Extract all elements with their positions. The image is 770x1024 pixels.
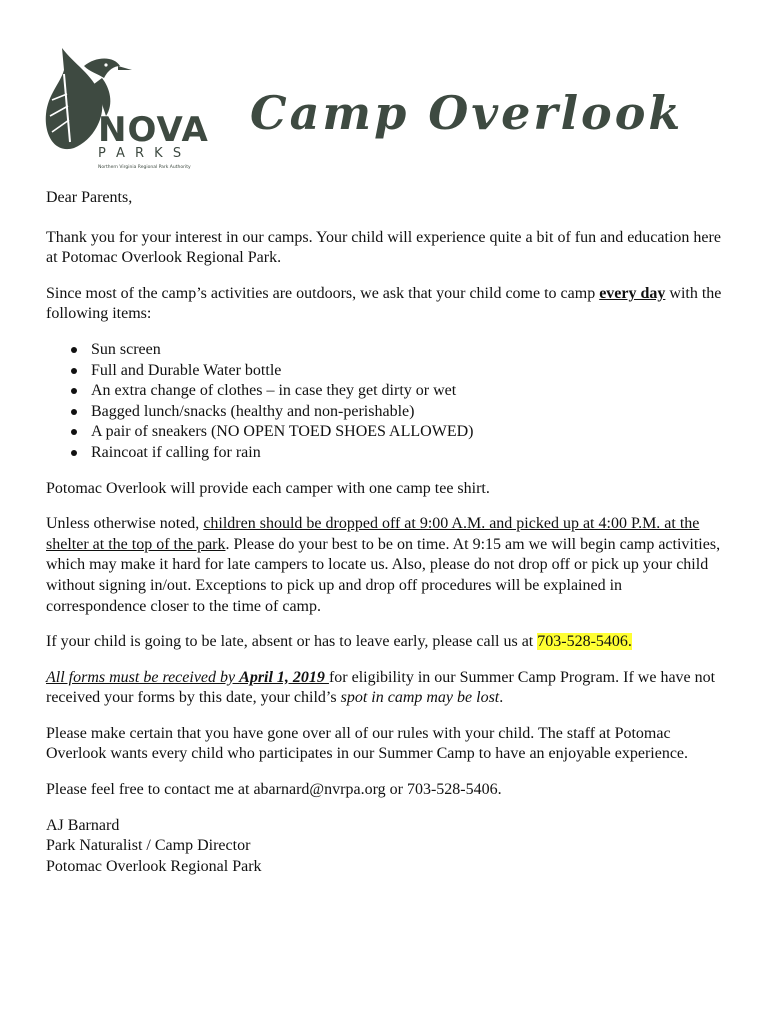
letter-body	[46, 188, 726, 877]
dropoff-times: children should be dropped off at 9:00 A.M. and picked up at 4:00 P.M. at the shelter at the top of the park	[46, 515, 700, 553]
list-item: A pair of sneakers (NO OPEN TOED SHOES ALLOWED)	[91, 422, 726, 443]
paragraph-late: If your child is going to be late, absent or has to leave early, please call us at 703-528-5406.	[46, 633, 632, 651]
logo-wordmark: NOVA	[98, 110, 209, 150]
paragraph-intro: Thank you for your interest in our camps. Your child will experience quite a bit of fun and education here at Potomac Overlook Regional Park.	[46, 228, 721, 267]
signature-org: Potomac Overlook Regional Park	[46, 857, 262, 875]
logo-subword: P A R K S	[98, 146, 185, 161]
letter-header	[44, 44, 734, 174]
items-list	[46, 340, 726, 464]
paragraph-dropoff: Unless otherwise noted, children should be dropped off at 9:00 A.M. and picked up at 4:00 P.M. at the shelter at the top of the park. Please do your best to be on time. At 9:15 am we will begin camp activities, which may make it hard for late campers to locate us. Also, please do not drop off or pick up your child without signing in/out. Exceptions to pick up and drop off procedures will be explained in correspondence closer to the time of camp.	[46, 515, 721, 615]
deadline-date: April 1, 2019	[239, 668, 329, 686]
list-item: Sun screen	[91, 340, 726, 361]
paragraph-tee-shirt: Potomac Overlook will provide each camper with one camp tee shirt.	[46, 479, 490, 497]
paragraph-items-intro: Since most of the camp’s activities are outdoors, we ask that your child come to camp every day with the following items:	[46, 284, 722, 323]
list-item: An extra change of clothes – in case they get dirty or wet	[91, 381, 726, 402]
list-item: Full and Durable Water bottle	[91, 361, 726, 382]
paragraph-forms-deadline: All forms must be received by April 1, 2019 for eligibility in our Summer Camp Program. If we have not received your forms by this date, your child’s spot in camp may be lost.	[46, 668, 716, 707]
logo-tagline: Northern Virginia Regional Park Authority	[98, 165, 191, 170]
emphasis-every-day: every day	[599, 284, 666, 302]
paragraph-rules: Please make certain that you have gone over all of our rules with your child. The staff at Potomac Overlook wants every child who participates in our Summer Camp to have an enjoyable experience.	[46, 724, 689, 763]
signature-name: AJ Barnard	[46, 816, 120, 834]
page-title: Camp Overlook	[250, 86, 684, 140]
list-item: Raincoat if calling for rain	[91, 443, 726, 464]
signature-title: Park Naturalist / Camp Director	[46, 837, 251, 855]
greeting: Dear Parents,	[46, 189, 133, 206]
phone-highlight: 703-528-5406.	[537, 633, 632, 651]
signature-block	[46, 816, 726, 878]
list-item: Bagged lunch/snacks (healthy and non-perishable)	[91, 402, 726, 423]
paragraph-contact: Please feel free to contact me at abarnard@nvrpa.org or 703-528-5406.	[46, 781, 502, 799]
